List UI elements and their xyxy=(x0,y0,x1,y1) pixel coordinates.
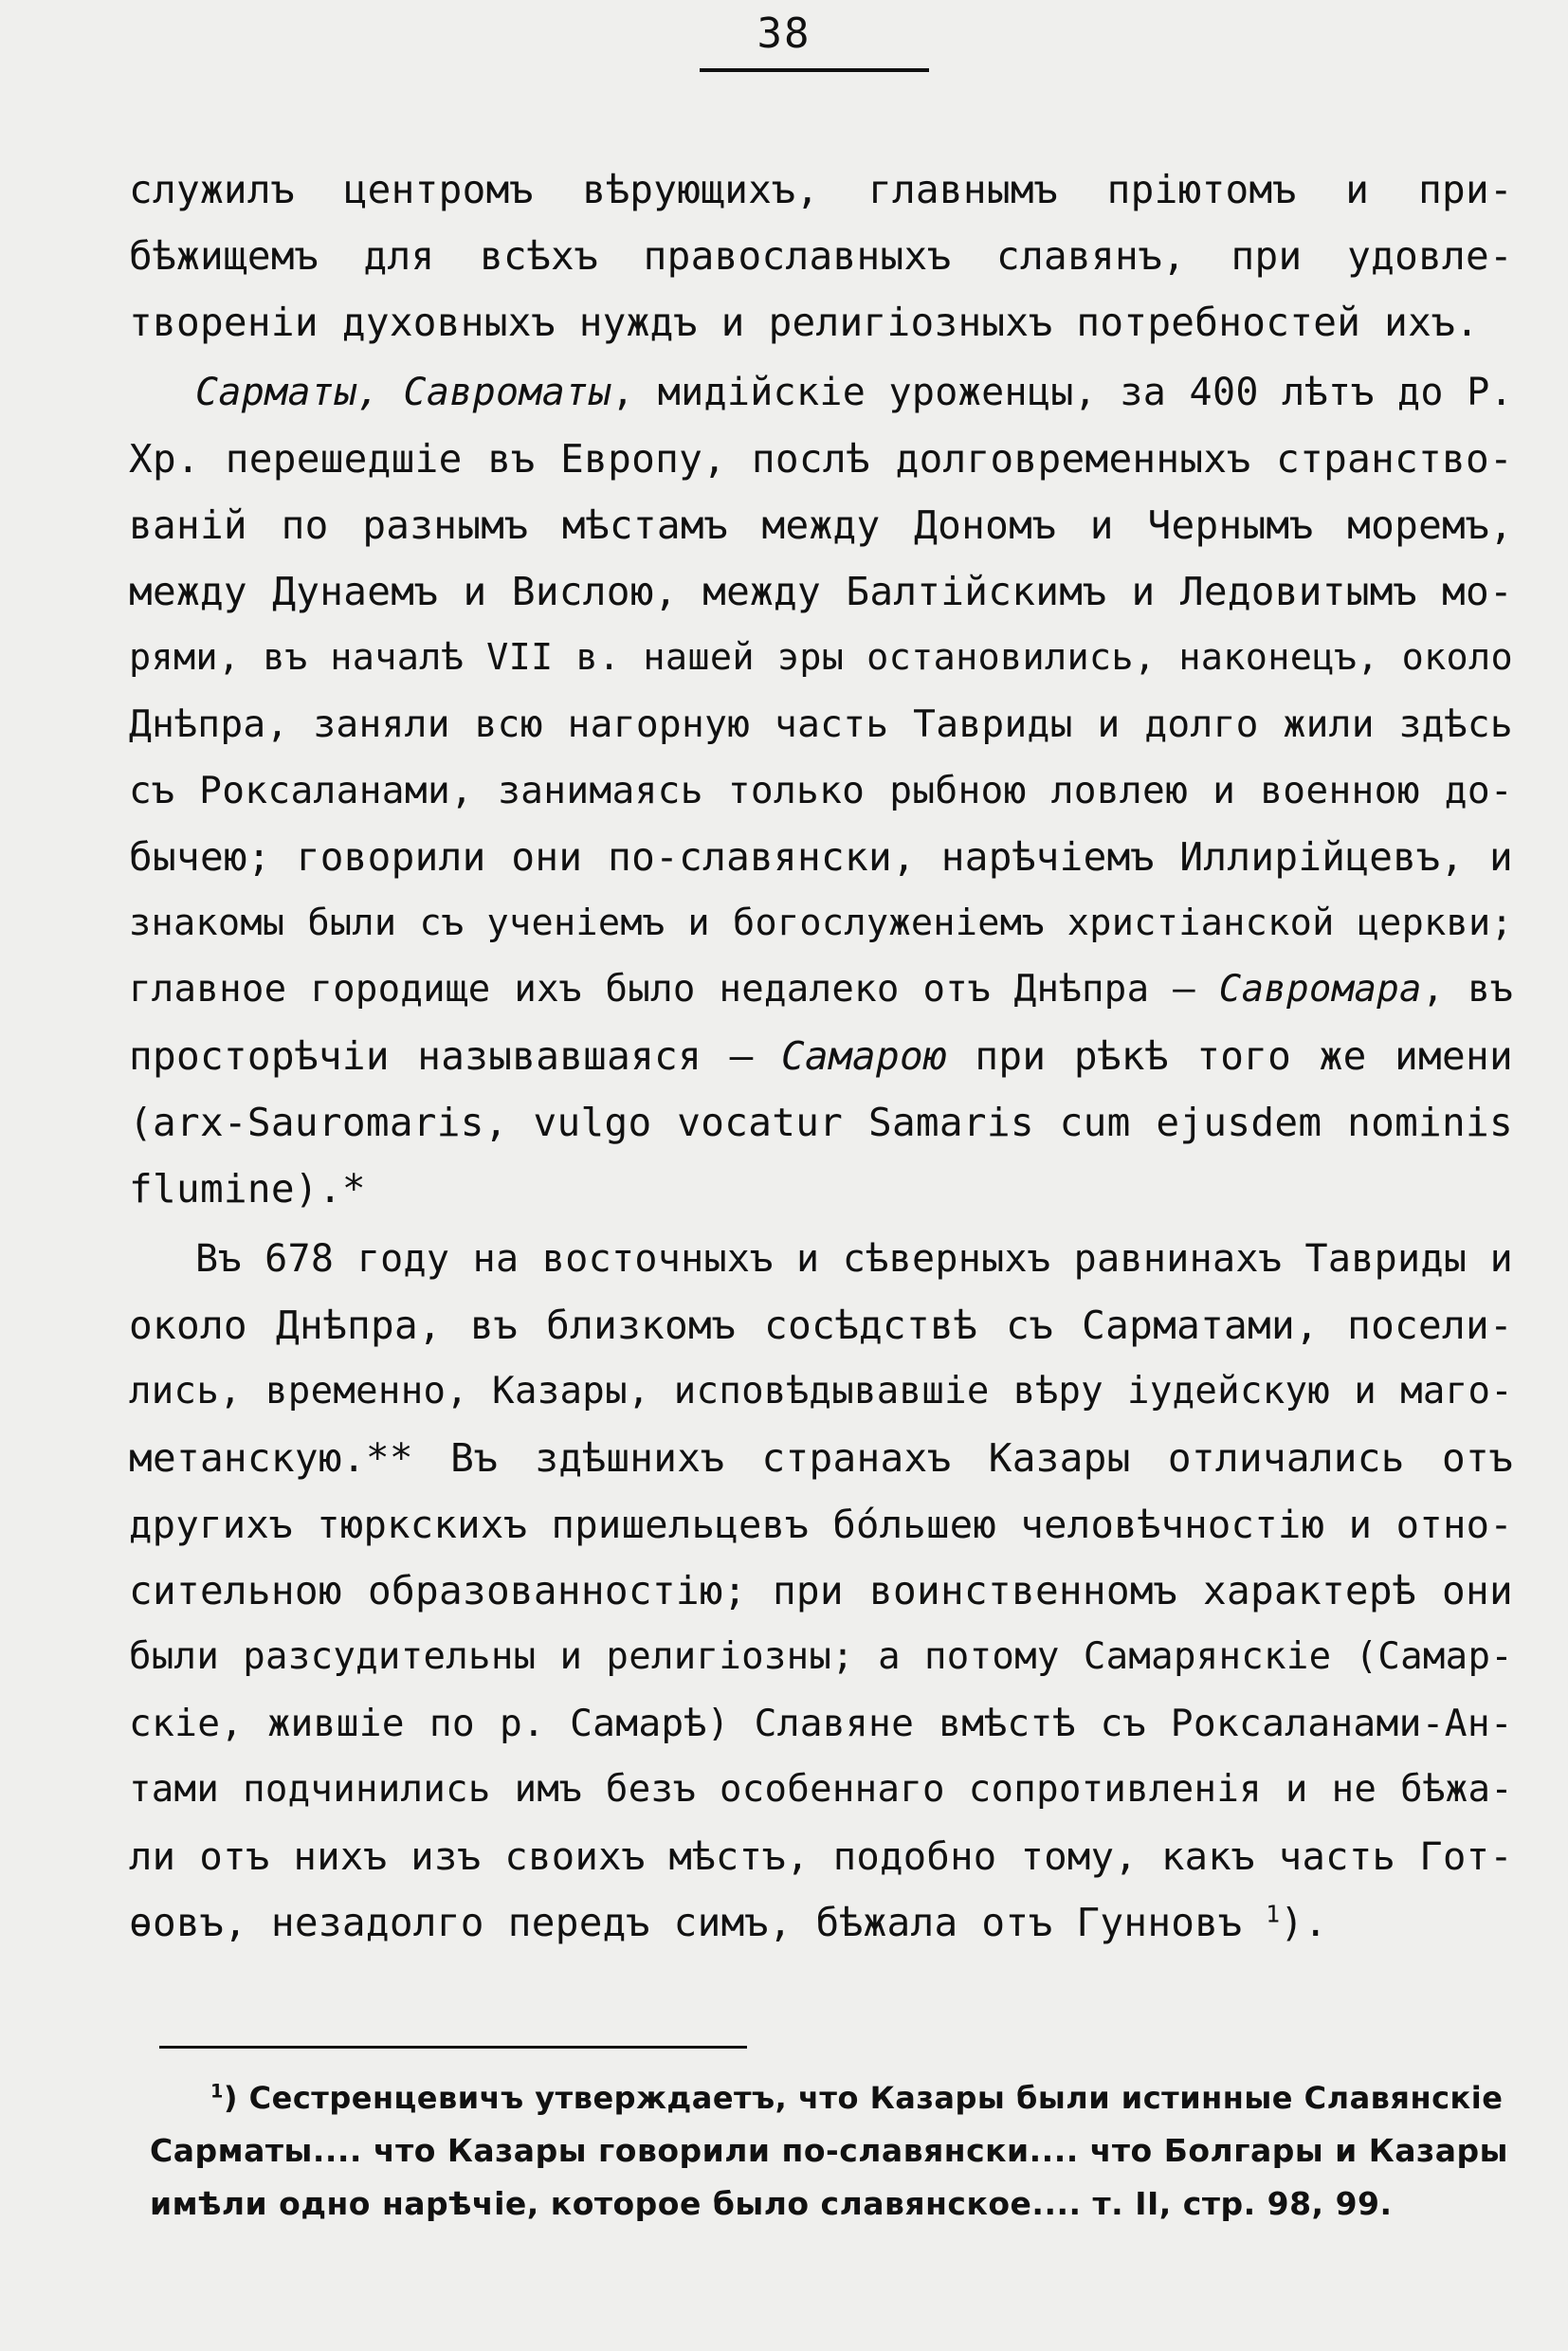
text-span: ). xyxy=(1280,1900,1328,1945)
text-line xyxy=(129,1889,1513,1956)
text-line: скіе, жившіе по р. Самарѣ) Славяне вмѣстѣ съ Роксаланами-Ан- xyxy=(129,1702,1513,1745)
italic-term: Самарою xyxy=(781,1033,947,1079)
text-span: , мидійскіе уроженцы, за 400 лѣтъ до Р. xyxy=(611,371,1513,414)
text-span: просторѣчіи называвшаяся — xyxy=(129,1033,782,1079)
text-span: при рѣкѣ того же имени xyxy=(946,1033,1513,1079)
text-line: твореніи духовныхъ нуждъ и религіозныхъ потребностей ихъ. xyxy=(129,300,1480,345)
text-line: Днѣпра, заняли всю нагорную часть Тавриды и долго жили здѣсь xyxy=(129,702,1513,746)
italic-term: Савромара xyxy=(1218,968,1422,1011)
text-span: главное городище ихъ было недалеко отъ Днѣпра — xyxy=(129,968,1219,1011)
text-line: рями, въ началѣ VII в. нашей эры остановились, наконецъ, около xyxy=(129,636,1513,679)
footnote-line xyxy=(150,2071,1515,2124)
text-line: бычею; говорили они по-славянски, нарѣчіемъ Иллирійцевъ, и xyxy=(129,834,1513,880)
text-line: метанскую.** Въ здѣшнихъ странахъ Казары отличались отъ xyxy=(129,1435,1513,1481)
header-rule xyxy=(700,68,929,72)
text-line: съ Роксаланами, занимаясь только рыбною ловлею и военною до- xyxy=(129,769,1513,812)
text-line: flumine).* xyxy=(129,1166,366,1212)
text-line: служилъ центромъ вѣрующихъ, главнымъ пріютомъ и при- xyxy=(129,167,1513,212)
text-line: сительною образованностію; при воинственномъ характерѣ они xyxy=(129,1568,1513,1613)
italic-term: Сарматы, Савроматы xyxy=(195,371,611,414)
text-line: бѣжищемъ для всѣхъ православныхъ славянъ, при удовле- xyxy=(129,233,1513,279)
text-line: Въ 678 году на восточныхъ и сѣверныхъ равнинахъ Тавриды и xyxy=(195,1237,1513,1281)
text-line: тами подчинились имъ безъ особеннаго сопротивленія и не бѣжа- xyxy=(129,1768,1513,1811)
page-number: 38 xyxy=(757,9,811,58)
text-line: были разсудительны и религіозны; а потому Самарянскіе (Самар- xyxy=(129,1635,1513,1678)
body-text xyxy=(129,156,1513,1956)
text-line: Хр. перешедшіе въ Европу, послѣ долговременныхъ странство- xyxy=(129,436,1513,482)
footnote-line: Сарматы.... что Казары говорили по-славянски.... что Болгары и Казары xyxy=(150,2132,1508,2169)
text-line: знакомы были съ ученіемъ и богослуженіемъ христіанской церкви; xyxy=(129,902,1513,944)
text-line: ли отъ нихъ изъ своихъ мѣстъ, подобно тому, какъ часть Гот- xyxy=(129,1833,1513,1879)
footnotes xyxy=(150,2071,1515,2231)
footnote-mark: 1 xyxy=(210,2080,224,2103)
text-span: , въ xyxy=(1421,968,1513,1011)
text-line: около Днѣпра, въ близкомъ сосѣдствѣ съ Сарматами, посели- xyxy=(129,1303,1513,1348)
text-line: (arx-Sauromaris, vulgo vocatur Samaris cum ejusdem nominis xyxy=(129,1100,1513,1145)
footnote-rule xyxy=(159,2046,747,2049)
text-span: ) Сестренцевичъ утверждаетъ, что Казары были истинные Славянскіе xyxy=(223,2080,1504,2116)
text-line: лись, временно, Казары, исповѣдывавшіе вѣру іудейскую и маго- xyxy=(129,1370,1513,1412)
text-span: ѳовъ, незадолго передъ симъ, бѣжала отъ Гунновъ xyxy=(129,1900,1267,1945)
text-line xyxy=(129,957,1513,1023)
footnote-ref[interactable]: 1 xyxy=(1266,1900,1281,1928)
text-line: ваній по разнымъ мѣстамъ между Дономъ и Чернымъ моремъ, xyxy=(129,502,1513,548)
footnote-line: имѣли одно нарѣчіе, которое было славянское.... т. II, стр. 98, 99. xyxy=(150,2185,1393,2222)
text-line xyxy=(129,359,1513,426)
text-line: между Дунаемъ и Вислою, между Балтійскимъ и Ледовитымъ мо- xyxy=(129,569,1513,614)
text-line: другихъ тюркскихъ пришельцевъ бо́льшею человѣчностію и отно- xyxy=(129,1502,1513,1547)
text-line xyxy=(129,1023,1513,1089)
